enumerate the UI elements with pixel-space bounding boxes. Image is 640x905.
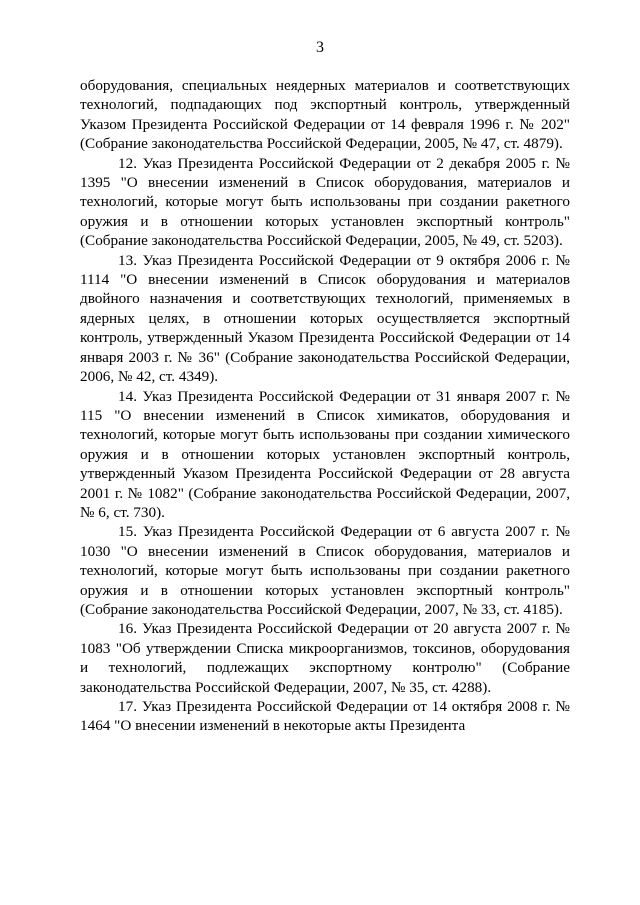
paragraph-item-15: 15. Указ Президента Российской Федерации от 6 августа 2007 г. № 1030 "О внесении изменений в Список оборудования, материалов и технологий, которые могут быть использованы при создании ракетного оружия и в отношении которых установлен экспортный контроль" (Собрание законодательства Российской Федерации, 2007, № 33, ст. 4185). [80,523,570,618]
paragraph-item-17: 17. Указ Президента Российской Федерации от 14 октября 2008 г. № 1464 "О внесении изменений в некоторые акты Президента [80,698,570,735]
paragraph-item-13: 13. Указ Президента Российской Федерации от 9 октября 2006 г. № 1114 "О внесении изменений в Список оборудования и материалов двойного назначения и соответствующих технологий, применяемых в ядерных целях, в отношении которых осуществляется экспортный контроль, утвержденный Указом Президента Российской Федерации от 14 января 2003 г. № 36" (Собрание законодательства Российской Федерации, 2006, № 42, ст. 4349). [80,251,570,386]
paragraph-item-14: 14. Указ Президента Российской Федерации от 31 января 2007 г. № 115 "О внесении изменений в Список химикатов, оборудования и технологий, которые могут быть использованы при создании химического оружия и в отношении которых установлен экспортный контроль, утвержденный Указом Президента Российской Федерации от 28 августа 2001 г. № 1082" (Собрание законодательства Российской Федерации, 2007, № 6, ст. 730). [80,387,570,521]
page-number: 3 [316,39,324,56]
paragraph-continuation: оборудования, специальных неядерных материалов и соответствующих технологий, подпадающих под экспортный контроль, утвержденный Указом Президента Российской Федерации от 14 февраля 1996 г. № 202" (Собрание законодательства Российской Федерации, 2005, № 47, ст. 4879). [80,77,570,153]
paragraph-item-16: 16. Указ Президента Российской Федерации от 20 августа 2007 г. № 1083 "Об утверждении Списка микроорганизмов, токсинов, оборудования и технологий, подлежащих экспортному контролю" (Собрание законодательства Российской Федерации, 2007, № 35, ст. 4288). [80,620,570,696]
paragraph-item-12: 12. Указ Президента Российской Федерации от 2 декабря 2005 г. № 1395 "О внесении изменений в Список оборудования, материалов и технологий, которые могут быть использованы при создании ракетного оружия и в отношении которых установлен экспортный контроль" (Собрание законодательства Российской Федерации, 2005, № 49, ст. 5203). [80,154,570,250]
document-body [80,76,570,736]
